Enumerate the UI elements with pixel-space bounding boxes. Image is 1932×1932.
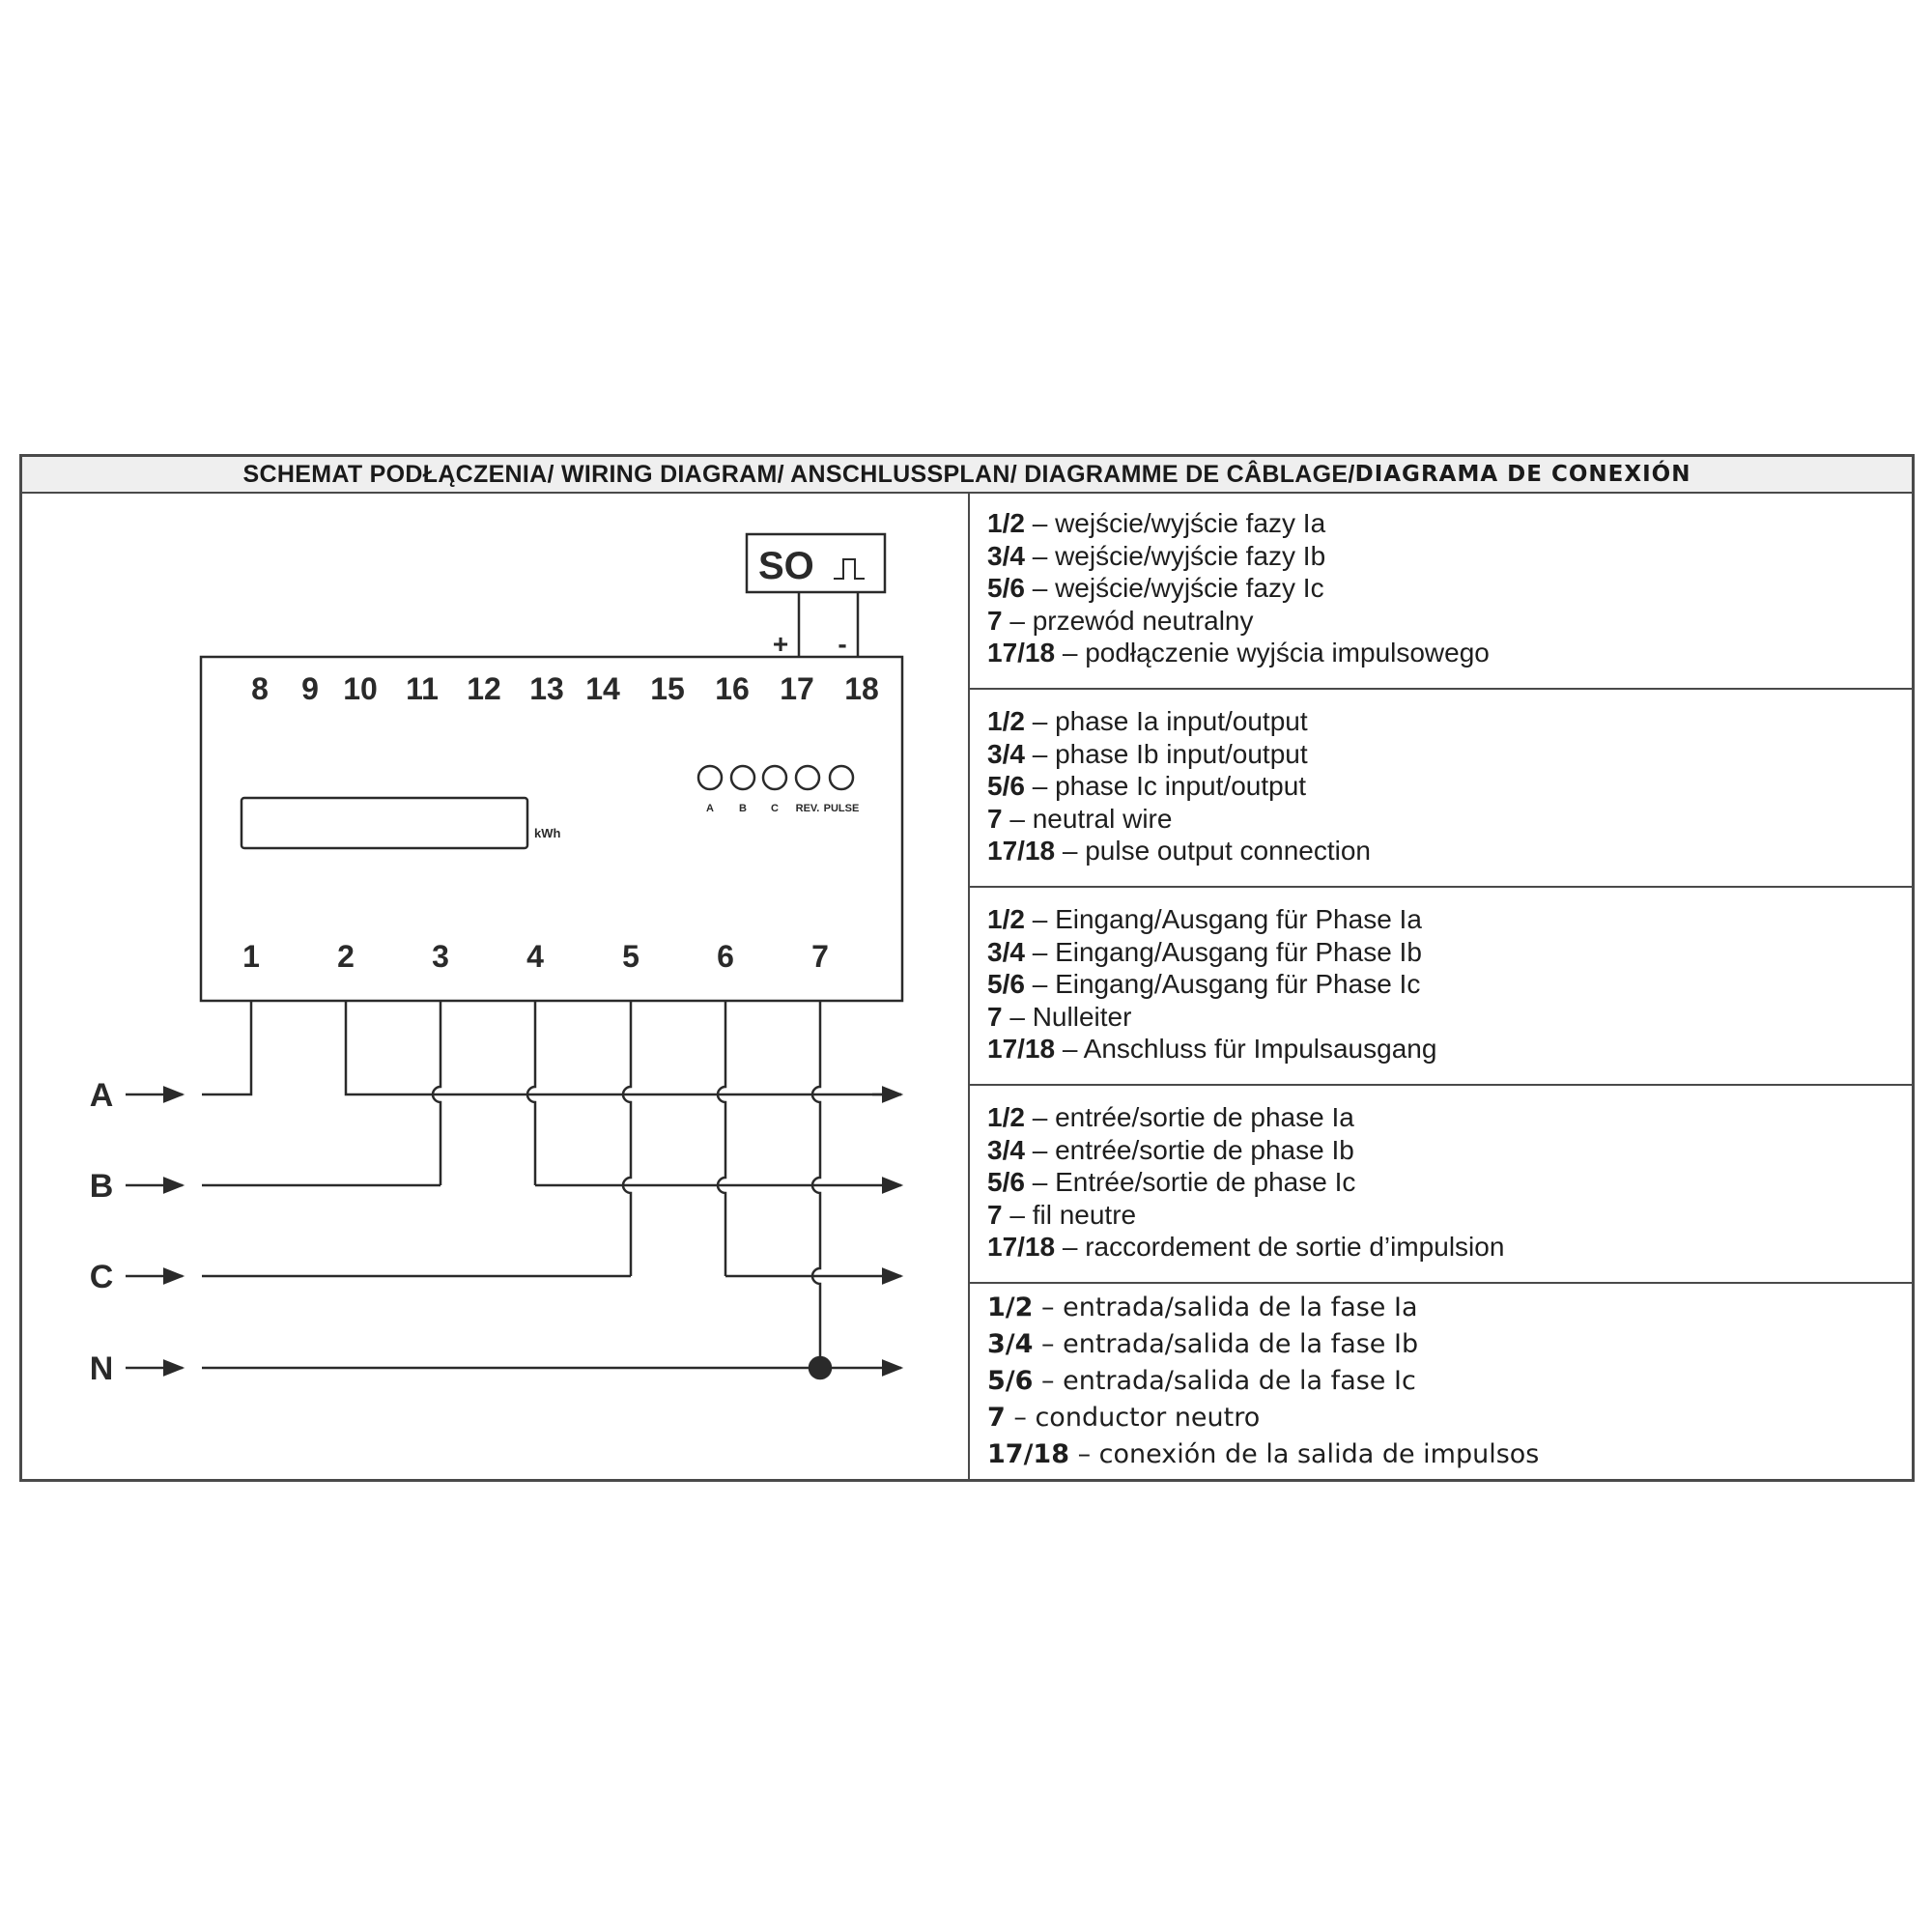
terminal-key: 1/2 bbox=[987, 1102, 1025, 1132]
bottom-terminal-6: 6 bbox=[717, 939, 734, 974]
top-terminal-11: 11 bbox=[406, 671, 439, 706]
terminal-description: – phase Ic input/output bbox=[1024, 771, 1307, 801]
terminal-description: – podłączenie wyjścia impulsowego bbox=[1055, 638, 1490, 668]
terminal-key: 5/6 bbox=[987, 969, 1025, 999]
indicator-led-2 bbox=[763, 766, 786, 789]
legend-line bbox=[987, 936, 1912, 969]
kwh-display bbox=[242, 798, 527, 848]
title-spanish: DIAGRAMA DE CONEXIÓN bbox=[1354, 462, 1691, 487]
pulse-symbol-icon bbox=[834, 559, 865, 579]
neutral-junction-dot bbox=[810, 1357, 831, 1378]
bottom-terminal-7: 7 bbox=[811, 939, 829, 974]
legend-block-pl bbox=[970, 492, 1912, 690]
terminal-key: 1/2 bbox=[987, 1293, 1034, 1322]
terminal-description: – conductor neutro bbox=[1005, 1403, 1261, 1433]
line-label-N: N bbox=[89, 1350, 114, 1387]
bottom-terminal-2: 2 bbox=[337, 939, 355, 974]
legend-line bbox=[987, 738, 1912, 771]
legend-line bbox=[987, 637, 1912, 669]
terminal-key: 7 bbox=[987, 1199, 1003, 1230]
legend-line bbox=[987, 1326, 1912, 1363]
so-minus-sign: - bbox=[838, 629, 847, 659]
terminal-key: 1/2 bbox=[987, 904, 1025, 934]
wire-terminal-6 bbox=[718, 1001, 725, 1276]
meter-wiring-schematic bbox=[22, 492, 967, 1479]
terminal-description: – pulse output connection bbox=[1055, 836, 1371, 866]
terminal-key: 3/4 bbox=[987, 540, 1025, 571]
indicator-led-0 bbox=[698, 766, 722, 789]
terminal-description: – neutral wire bbox=[1002, 803, 1173, 834]
led-label-1: B bbox=[739, 803, 747, 814]
legend-line bbox=[987, 1290, 1912, 1326]
top-terminal-8: 8 bbox=[251, 671, 269, 706]
terminal-description: – wejście/wyjście fazy Ia bbox=[1024, 508, 1326, 538]
terminal-key: 5/6 bbox=[987, 771, 1025, 801]
kwh-unit-label: kWh bbox=[534, 826, 561, 840]
legend-block-en bbox=[970, 690, 1912, 888]
top-terminal-9: 9 bbox=[301, 671, 319, 706]
terminal-key: 7 bbox=[987, 1403, 1006, 1433]
legend-line bbox=[987, 1400, 1912, 1436]
bottom-terminal-4: 4 bbox=[526, 939, 544, 974]
terminal-description: – wejście/wyjście fazy Ib bbox=[1024, 540, 1326, 571]
legend-line bbox=[987, 903, 1912, 936]
legend-line bbox=[987, 1231, 1912, 1264]
terminal-description: – entrée/sortie de phase Ib bbox=[1024, 1134, 1354, 1165]
terminal-description: – entrée/sortie de phase Ia bbox=[1024, 1102, 1354, 1132]
legend-line bbox=[987, 968, 1912, 1001]
legend-line bbox=[987, 1166, 1912, 1199]
top-terminal-16: 16 bbox=[715, 671, 750, 706]
legend-line bbox=[987, 835, 1912, 867]
legend-line bbox=[987, 705, 1912, 738]
terminal-key: 3/4 bbox=[987, 936, 1025, 967]
line-label-B: B bbox=[89, 1168, 114, 1205]
terminal-description: – wejście/wyjście fazy Ic bbox=[1024, 573, 1324, 603]
legend-block-de bbox=[970, 888, 1912, 1086]
terminal-key: 7 bbox=[987, 1001, 1003, 1032]
terminal-key: 3/4 bbox=[987, 1134, 1025, 1165]
indicator-led-3 bbox=[796, 766, 819, 789]
legend-line bbox=[987, 1134, 1912, 1167]
legend-line bbox=[987, 1033, 1912, 1065]
terminal-description: – phase Ia input/output bbox=[1024, 706, 1308, 736]
wiring-diagram-frame bbox=[19, 454, 1915, 1482]
legend-line bbox=[987, 1001, 1912, 1034]
terminal-description: – przewód neutralny bbox=[1002, 605, 1254, 636]
legend-line bbox=[987, 605, 1912, 638]
led-label-3: REV. bbox=[795, 803, 820, 814]
wire-terminal-2 bbox=[346, 1001, 901, 1094]
terminal-description: – Entrée/sortie de phase Ic bbox=[1024, 1167, 1356, 1197]
wire-terminal-5 bbox=[623, 1001, 631, 1276]
terminal-description: – conexión de la salida de impulsos bbox=[1069, 1439, 1540, 1469]
top-terminal-15: 15 bbox=[650, 671, 685, 706]
led-label-0: A bbox=[706, 803, 714, 814]
terminal-description: – entrada/salida de la fase Ic bbox=[1033, 1366, 1416, 1396]
legend-line bbox=[987, 1363, 1912, 1400]
legend-line bbox=[987, 803, 1912, 836]
terminal-description: – entrada/salida de la fase Ia bbox=[1033, 1293, 1418, 1322]
led-label-2: C bbox=[771, 803, 779, 814]
terminal-key: 17/18 bbox=[987, 1232, 1056, 1262]
line-label-C: C bbox=[89, 1259, 114, 1295]
wire-terminal-4 bbox=[527, 1001, 535, 1185]
bottom-terminal-3: 3 bbox=[432, 939, 449, 974]
terminal-key: 3/4 bbox=[987, 1329, 1034, 1359]
legend-line bbox=[987, 1101, 1912, 1134]
top-terminal-10: 10 bbox=[343, 671, 378, 706]
bottom-terminal-1: 1 bbox=[242, 939, 260, 974]
line-label-A: A bbox=[89, 1077, 114, 1114]
terminal-key: 17/18 bbox=[987, 638, 1056, 668]
terminal-description: – Nulleiter bbox=[1002, 1001, 1132, 1032]
bottom-terminal-5: 5 bbox=[622, 939, 639, 974]
title-multilingual: SCHEMAT PODŁĄCZENIA/ WIRING DIAGRAM/ ANSCHLUSSPLAN/ DIAGRAMME DE CÂBLAGE/ bbox=[242, 460, 1355, 488]
terminal-key: 5/6 bbox=[987, 1366, 1034, 1396]
terminal-key: 17/18 bbox=[987, 836, 1056, 866]
terminal-key: 3/4 bbox=[987, 738, 1025, 769]
indicator-led-4 bbox=[830, 766, 853, 789]
terminal-description: – raccordement de sortie d’impulsion bbox=[1055, 1232, 1505, 1262]
terminal-legend bbox=[970, 492, 1912, 1479]
legend-block-es bbox=[970, 1284, 1912, 1479]
diagram-title bbox=[22, 457, 1912, 494]
terminal-key: 5/6 bbox=[987, 573, 1025, 603]
terminal-key: 7 bbox=[987, 605, 1003, 636]
legend-line bbox=[987, 572, 1912, 605]
terminal-description: – Eingang/Ausgang für Phase Ib bbox=[1024, 936, 1422, 967]
top-terminal-13: 13 bbox=[529, 671, 564, 706]
terminal-key: 1/2 bbox=[987, 508, 1025, 538]
top-terminal-17: 17 bbox=[780, 671, 814, 706]
terminal-key: 5/6 bbox=[987, 1167, 1025, 1197]
legend-line bbox=[987, 540, 1912, 573]
terminal-description: – Anschluss für Impulsausgang bbox=[1055, 1034, 1437, 1064]
terminal-key: 17/18 bbox=[987, 1439, 1070, 1469]
top-terminal-18: 18 bbox=[844, 671, 879, 706]
terminal-description: – entrada/salida de la fase Ib bbox=[1033, 1329, 1419, 1359]
legend-block-fr bbox=[970, 1086, 1912, 1284]
legend-line bbox=[987, 1436, 1912, 1473]
terminal-description: – Eingang/Ausgang für Phase Ic bbox=[1024, 969, 1421, 999]
legend-line bbox=[987, 507, 1912, 540]
top-terminal-14: 14 bbox=[585, 671, 620, 706]
terminal-description: – fil neutre bbox=[1002, 1199, 1137, 1230]
wire-terminal-3 bbox=[433, 1001, 440, 1185]
terminal-key: 7 bbox=[987, 803, 1003, 834]
terminal-key: 1/2 bbox=[987, 706, 1025, 736]
legend-line bbox=[987, 770, 1912, 803]
led-label-4: PULSE bbox=[823, 803, 860, 814]
so-label: SO bbox=[758, 545, 814, 587]
terminal-description: – Eingang/Ausgang für Phase Ia bbox=[1024, 904, 1422, 934]
wire-terminal-1 bbox=[202, 1001, 251, 1094]
top-terminal-12: 12 bbox=[467, 671, 501, 706]
legend-line bbox=[987, 1199, 1912, 1232]
so-plus-sign: + bbox=[772, 629, 789, 659]
terminal-description: – phase Ib input/output bbox=[1024, 738, 1308, 769]
terminal-key: 17/18 bbox=[987, 1034, 1056, 1064]
indicator-led-1 bbox=[731, 766, 754, 789]
